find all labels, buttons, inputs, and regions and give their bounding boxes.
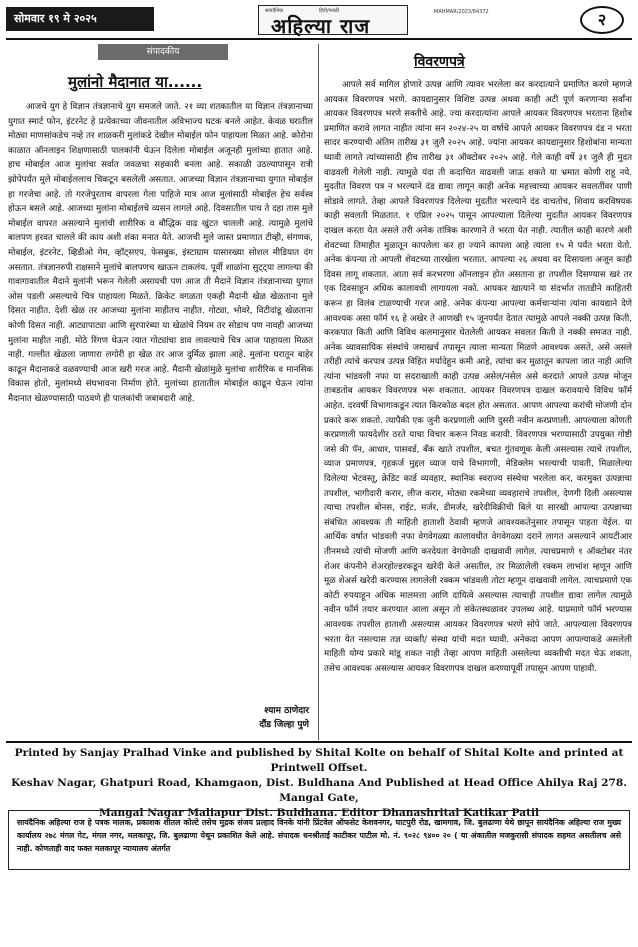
brand-tag-right: हिंदी/मराठी <box>319 8 340 14</box>
article-headline: विवरणपत्रे <box>414 54 465 70</box>
issue-date: सोमवार १९ मे २०२५ <box>6 7 154 31</box>
brand-tag-left: सायंदैनिक <box>265 8 284 14</box>
page-number: २ <box>580 6 624 34</box>
editorial-column <box>8 44 313 740</box>
footer-rule <box>6 741 632 743</box>
masthead-rule <box>6 38 632 40</box>
disclaimer-box: सायंदैनिक अहिल्या राज हे पत्रक मालक, प्रकाशक शीतल कोल्टे तसेच मुद्रक संजय प्रल्हाद विनके यांनी प्रिंटवेल ऑफसेट केशवनगर, घाटपुरी रोड, खामगाव, जि. बुलढाणा येथे छापून सायंदैनिक अहिल्या राज मुख्य कार्यालय २७८ मंगल गेट, मंगल नगर, मलकापूर, जि. बुलढाणा येथून प्रकाशित केले आहे. संपादक धनश्रीताई काटीकर पाटील मो. नं. ९०२८ ९४०० २० ( या अंकातील मजकुरासी संपादक सहमत असतीलच असे नाही. कोणताही वाद फक्त मलकापूर न्यायालय अंतर्गत <box>8 810 630 870</box>
editorial-body: आजचे युग हे विज्ञान तंत्रज्ञानाचे युग समजले जाते. २१ व्या शतकातील या विज्ञान तंत्रज्ञानाच्या युगात स्मार्ट फोन, इंटरनेट हे प्रत्येकाच्या जीवनातील अविभाज्य घटक बनले आहेत. केवळ घरातील मोठ्या माणसांकडेच नव्हे तर शाळकरी मुलांकडे देखील मोबाईल फोन पाहायला मिळत आहे. कोरोना काळात ऑनलाइन शिक्षणासाठी पालकांनी घेऊन दिलेला मोबाईल अजूनही मुलांच्या हातात आहे. हाच मोबाईल आज मुलांचा सर्वात जवळचा सहकारी बनला आहे. सकाळी उठल्यापासून रात्री झोपेपर्यंत मुले मोबाईललाच चिकटून बसलेली असतात. आजच्या विज्ञान तंत्रज्ञानाच्या युगात मोबाईल हा गरजेचा आहे. तो गरजेपुरताच वापरला गेला पाहिजे मात्र आज मुलांसाठी मोबाईल हेच सर्वस्व होऊन बसले आहे. आजच्या मुलांना मोबाईलचे व्यसन लागले आहे. दिवसातील पाच ते दहा तास मुले मोबाईल वापरत असल्याने मुलांची शारीरिक व बौद्धिक वाढ खुंटत चालली आहे. त्यामुळे मुलांचे बालपण हरवत चालले की काय अशी शंका मनात येते. आजची मुले जास्त प्रमाणात टीव्ही, संगणक, मोबाईल, इंटरनेट, व्हिडीओ गेम, व्हॉट्सएप, फेसबुक, इंस्टाग्राम यासारख्या सोशल मीडियात दंग असतात. तंत्रज्ञानरुपी राक्षसाने मुलांचे बालपणच खाऊन टाकलंय. पूर्वी शाळांना सुट्ट्या लागल्या की गावागावातील मैदाने मुलांनी भरून गेलेली असायची पण आज ती मैदाने विज्ञान तंत्रज्ञानाच्या युगात ओस पडली असल्याचे चित्र पाहायला मिळते. क्रिकेट वगळता एकही मैदानी खेळ खेळताना मुले दिसत नाहीत. देशी खेळ तर आजच्या मुलांना माहीतच नाहीत. गोट्या, भोवरे, विटीदांडू खेळताना कोणी दिसत नाही. आट्यापाट्या आणि सुरपारंब्या या खेळांचे नियम तर सोडाच पण नावही आजच्या मुलांना माहीत नाही. मोठे रिंगण घेऊन त्यात गोट्यांचा डाव लावल्याचे चित्र आज पाहायला मिळत नाही. गल्लीत खेळला जाणारा लगोरी हा खेळ तर आज दुर्मिळ झाला आहे. मुलांना घरातून बाहेर काढून मैदानाकडे वळवण्याची आज खरी गरज आहे. मैदानी खेळांमुळे मुलांचा शारीरिक व मानसिक विकास होतो, मुलांमध्ये संघभावना निर्माण होते. मुलांच्या हातातील मोबाईल काढून घेऊन त्यांना मैदानात खेळण्यासाठी पाठवणे ही पालकांची जबाबदारी आहे. <box>8 102 313 404</box>
article-column <box>324 44 632 740</box>
editorial-headline: मुलांनो मैदानात या...... <box>68 73 203 91</box>
article-body: आपले सर्व मागिल होणारे उत्पन्न आणि त्यावर भरलेला कर करदात्याने प्रमाणित करणे म्हणजे आयकर विवरणपत्र भरणे. कायद्यानुसार विशिष्ट उत्पन्न अथवा काही अटी पूर्ण करणाऱ्या सर्वांना आयकर विवरणपत्र भरणे सक्तीचे आहे. ज्या करदात्यांना आपले आयकर विवरणपत्र भरताना हिशोब प्रमाणित करावे लागत नाहीत त्यांना सन २०२४-२५ या वर्षाचे आपले आयकर विवरणपत्र दंड न भरता सादर करण्याची अंतिम तारीख ३१ जुलै २०२५ आहे. ज्यांना आयकर कायद्यानुसार हिशोबांना मान्यता घ्यावी लागते त्यांच्यासाठी हीच तारीख ३१ ऑक्टोबर २०२५ आहे. गेले काही वर्षे ३१ जुलै ही मुदत वाढवली गेलेली नाही. त्यामुळे यंदा ती कदाचित वाढवली जाऊ शकते या भ्रमात कोणी राहू नये. मुदतीत विवरण पत्र न भरल्याने दंड द्यावा लागून काही अनेक महत्त्वाच्या आयकर सवलतींवर पाणी सोडावे लागते. तेव्हा आपले विवरणपत्र दिलेल्या मुदतीत भरल्याने दंड वाचतोच, शिवाय करविषयक काही सवलती मिळतात. १ एप्रिल २०२५ पासून आपल्याला दिलेल्या मुदतीत आयकर विवरणपत्र दाखल करता येत असले तरी अनेक तांत्रिक कारणाने ते भरता येत नाही. त्यातील काही कारणे अशी शेवटच्या तिमाहीत मुळातून कापलेला कर हा ज्याने कापला आहे त्याला १५ मे पर्यंत भरता येतो. अनेक कंपन्या तो आपली शेवटच्या तारखेला भरतात. आपल्या २६ अथवा वर दिसायला अजून काही दिवस लागू शकतात. आता सर्व करभरणा ऑनलाइन होत असताना हा तपशील दिसण्यास खरं तर एक दिवसाहून अधिक कालावधी लागायला नको. आयकर खात्याने या संदर्भात तातडीने काहितरी करून हा विलंब टाळण्याची गरज आहे. अनेक कंपन्या आपल्या कर्मचाऱ्यांना त्यांना कायद्याने देणे आवश्यक असा फॉर्म १६ हे अखेर ते आणखी १५ जूनपर्यंत देतात त्यामुळे आपले नक्की उत्पन्न किती, करकपात किती आणि विविध कलमानुसार घेतलेली आयकर सवलत किती ते नक्की समजत नाही. अनेक व्यावसायिक संस्थांचे जमाखर्च तपासून त्याला मान्यता मिळणे आवश्यक असते, असे असले तरीही त्यांचे करपात्र उत्पन्न विहित मर्यादेहून कमी आहे, त्यांचा कर मुळातून कापला जात नाही आणि त्यांना भांडवली नफा या सदराखाली काही उत्पन्न असेल/नसेल असे करदाते आपले उत्पन्न मोजून ताबडतोब आयकर विवरणपत्र भरू शकतात. आयकर विवरणपत्र दाखल करावयाचे विविध फॉर्म आहेत. दरवर्षी विभागाकडून त्यात किरकोळ बदल होत असतात. आपण आपल्या करांची मोजणी दोन प्रकारे करू शकतो. त्यापैकी एक जुनी करप्रणाली आणि दुसरी नवीन करप्रणाली. आपल्याला कोणती करप्रणाली फायदेशीर ठरते याचा विचार करून निवड करावी. विवरणपत्र भरण्यासाठी उपयुक्त गोष्टी जसे की पॅन, आधार, पासवर्ड, बँक खाते तपशील, बचत गुंतवणूक केली असल्यास त्याचे तपशील, व्याज प्रमाणपत्र, गृहकर्ज मुद्दल व्याज याचे विभागणी, मेडिक्लेम भरल्याची पावती, मिळालेल्या दिलेल्या भेटवस्तू, क्रेडिट कार्ड व्यवहार, स्थानिक स्वराज्य संस्थेचा भरलेला कर, करमुक्त उत्पन्नाचा तपशील, भागीदारी करार, लीज करार, मोठ्या रकमेच्या व्यवहाराचे तपशील, देणगी दिली असल्यास त्याचा तपशील बोनस, राईट, मर्जर, डीमर्जर, खरेदीविक्रीची बिले या सारखी आपल्या उत्पन्नाच्या संबंधित आवश्यक ती माहिती हाताशी ठेवावी म्हणजे आवश्यकतेनुसार तपासून पाहता येईल. या आर्थिक वर्षात भांडवली नफा वेगवेगळ्या कालावधीत वेगवेगळ्या दराने लागत असल्याने आयटीआर तीनमध्ये त्यांची मोजणी आणि करदेयता वेगवेगळी दाखवावी लागेल. त्याचप्रमाणे १ ऑक्टोबर नंतर शेअर कंपनीने शेअरहोल्डरकडून खरेदी केले असतील, तर मिळालेली रक्कम लाभांश म्हणून आणि मूळ शेअर्स खरेदी करण्यास लागलेली रक्कम भांडवली तोटा म्हणून दाखवावी लागेल. त्याचप्रमाणे एक कोटी रुपयाहून अधिक मालमत्ता आणि दायित्वे असल्यास त्याचाही तपशील द्यावा लागेल त्यामुळे नवीन फॉर्म तयार करण्यात आला असून तो संकेतस्थळावर उपलब्ध आहे. याप्रमाणे फॉर्म भरण्यास आवश्यक तपशील हाताशी असल्यास आयकर विवरणपत्र भरणे सोपे जाते. आपल्याला विवरणपत्र भरता येत नसल्यास तज्ञ व्यक्ती/ संस्था यांची मदत घ्यावी. अनेकदा आपण आपल्याकडे असलेली माहिती योग्य प्रकारे मांडू शकत नाही तेव्हा आपण माहिती असलेल्या व्यक्तीची मदत घेऊ शकता, तसेच आवश्यक असल्यास आयकर विवरणपत्र दाखल करण्यापूर्वी तपासून आपण पाहावी. <box>324 80 632 674</box>
masthead <box>6 5 632 37</box>
registration-number: MAHMAR/2023/84372 <box>434 9 489 15</box>
imprint-line-1: Printed by Sanjay Pralhad Vinke and published by Shital Kolte on behalf of Shital Kolte and printed at Printwell Offset. <box>14 747 624 774</box>
newspaper-name: अहिल्या राज <box>271 14 371 38</box>
imprint-line-2: Keshav Nagar, Ghatpuri Road, Khamgaon, Dist. Buldhana And Published at Head Office Ahilya Raj 278. Mangal Gate, <box>11 777 627 804</box>
newspaper-logo <box>258 5 408 38</box>
author-name: श्याम ठाणेदार <box>264 706 309 716</box>
author-block <box>259 704 309 732</box>
author-place: दौंड जिल्हा पुणे <box>259 720 309 730</box>
imprint-line-3: Mangal Nagar Maliapur Dist. Buldhana. Editor Dhanashrital Katikar Patil <box>98 807 540 819</box>
column-divider <box>318 44 319 740</box>
section-label: संपादकीय <box>98 44 228 60</box>
